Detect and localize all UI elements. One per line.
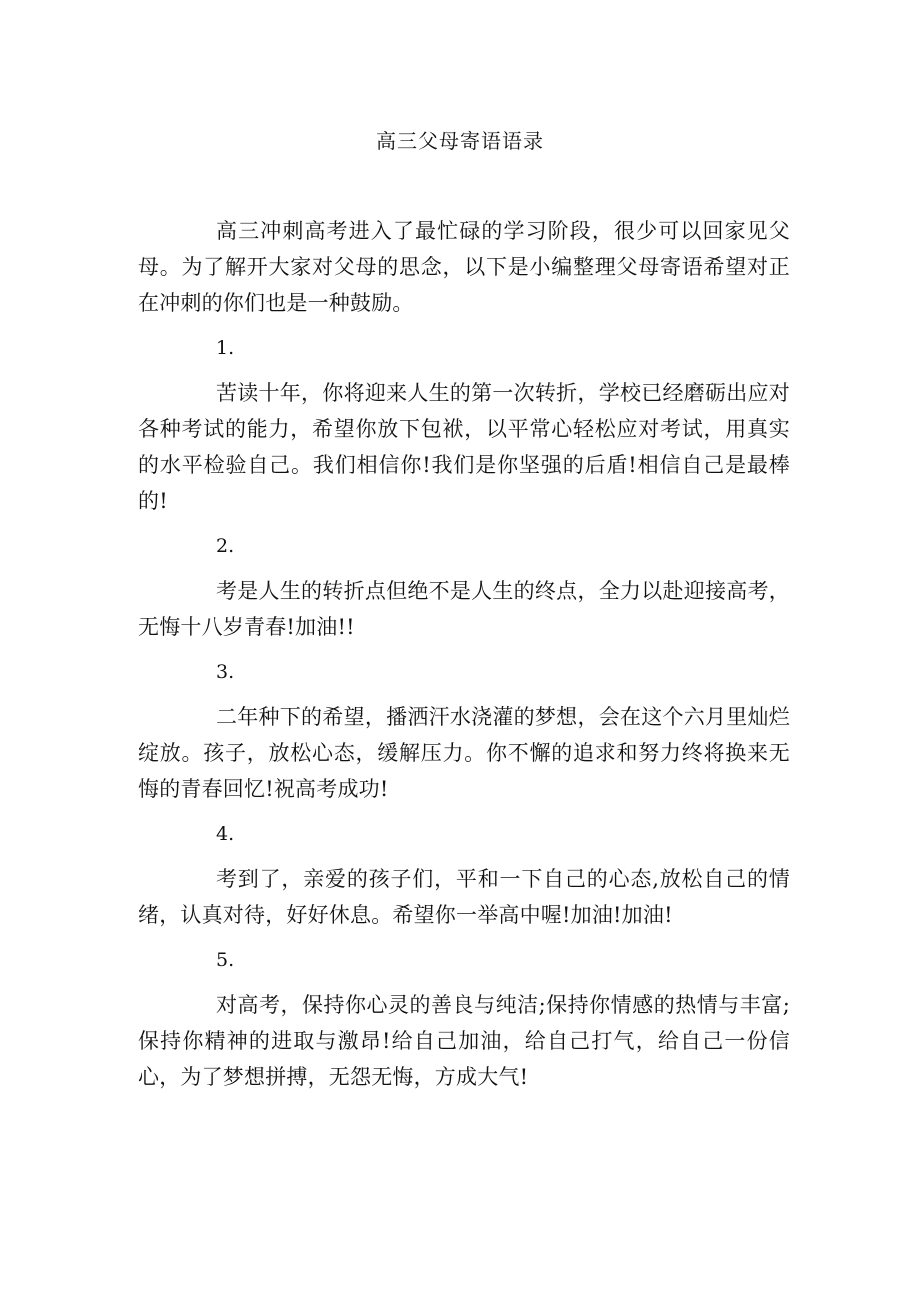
intro-paragraph: 高三冲刺高考进入了最忙碌的学习阶段，很少可以回家见父母。为了解开大家对父母的思念，以下是小编整理父母寄语希望对正在冲刺的你们也是一种鼓励。 [138,219,790,315]
item-paragraph: 考是人生的转折点但绝不是人生的终点，全力以赴迎接高考，无悔十八岁青春!加油!! [138,579,790,639]
document-title: 高三父母寄语语录 [376,129,544,153]
item-number: 5. [216,949,235,971]
item-number: 3. [216,661,235,683]
item-number: 4. [216,823,235,845]
item-paragraph: 考到了，亲爱的孩子们，平和一下自己的心态,放松自己的情绪，认真对待，好好休息。希望你一举高中喔!加油!加油! [138,867,790,927]
document-body [138,213,790,1104]
item-number: 2. [216,535,235,557]
item-number: 1. [216,337,235,359]
item-paragraph: 苦读十年，你将迎来人生的第一次转折，学校已经磨砺出应对各种考试的能力，希望你放下包袱，以平常心轻松应对考试，用真实的水平检验自己。我们相信你!我们是你坚强的后盾!相信自己是最棒的! [138,381,790,513]
item-paragraph: 二年种下的希望，播洒汗水浇灌的梦想，会在这个六月里灿烂绽放。孩子，放松心态，缓解压力。你不懈的追求和努力终将换来无悔的青春回忆!祝高考成功! [138,705,790,801]
item-paragraph: 对高考，保持你心灵的善良与纯洁;保持你情感的热情与丰富;保持你精神的进取与激昂!给自己加油，给自己打气，给自己一份信心，为了梦想拼搏，无怨无悔，方成大气! [138,993,790,1089]
